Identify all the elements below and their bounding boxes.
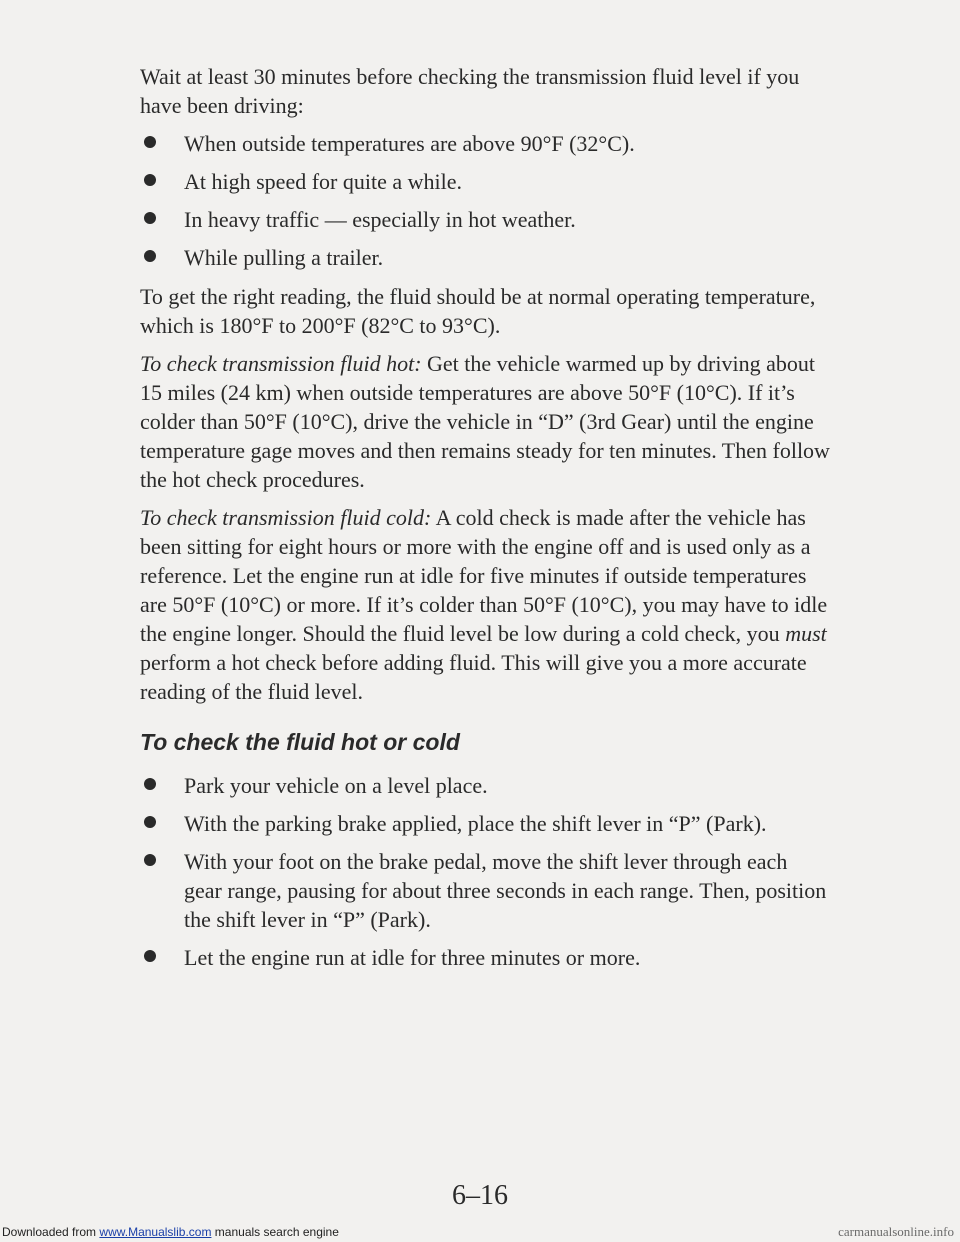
watermark: carmanualsonline.info [838,1224,954,1239]
bullet-icon [144,174,156,186]
bullet-icon [144,212,156,224]
cold-check-text-continued: perform a hot check before adding fluid. This will give you a more accurate reading of the fluid level. [140,650,807,704]
bullet-icon [144,778,156,790]
section-heading: To check the fluid hot or cold [140,729,460,755]
bullet-icon [144,816,156,828]
bullet-icon [144,250,156,262]
list-item: Park your vehicle on a level place. [140,771,830,800]
steps-list [140,771,830,972]
cold-check-lead: To check transmission fluid cold: [140,505,432,530]
hot-check-paragraph [140,349,830,494]
cold-check-text: A cold check is made after the vehicle has been sitting for eight hours or more with the engine off and is used only as a reference. Let the engine run at idle for five minutes if outside temperatures are 50°F (10°C) or more. If it’s colder than 50°F (10°C), you may have to idle the engine longer. Should the fluid level be low during a cold check, you [140,505,828,646]
conditions-list [140,129,830,272]
list-item: With your foot on the brake pedal, move the shift lever through each gear range, pausing for about three seconds in each range. Then, position the shift lever in “P” (Park). [140,847,830,934]
footer [0,1224,960,1242]
hot-check-text: Get the vehicle warmed up by driving about 15 miles (24 km) when outside temperatures are above 50°F (10°C). If it’s colder than 50°F (10°C), drive the vehicle in “D” (3rd Gear) until the engine temperature gage moves and then remains steady for ten minutes. Then follow the hot check procedures. [140,351,830,492]
cold-check-paragraph [140,503,830,706]
list-item: Let the engine run at idle for three minutes or more. [140,943,830,972]
bullet-icon [144,136,156,148]
cold-check-emphasis: must [785,621,827,646]
bullet-icon [144,950,156,962]
list-item: In heavy traffic — especially in hot weather. [140,205,830,234]
page-number: 6–16 [452,1180,508,1211]
list-item: At high speed for quite a while. [140,167,830,196]
list-item: When outside temperatures are above 90°F (32°C). [140,129,830,158]
manualslib-link[interactable]: www.Manualslib.com [99,1225,212,1239]
list-item: With the parking brake applied, place the shift lever in “P” (Park). [140,809,830,838]
reading-paragraph: To get the right reading, the fluid should be at normal operating temperature, which is 180°F to 200°F (82°C to 93°C). [140,284,816,338]
page-content [140,62,830,982]
hot-check-lead: To check transmission fluid hot: [140,351,422,376]
download-notice: Downloaded from www.Manualslib.com manuals search engine [2,1225,339,1239]
list-item: While pulling a trailer. [140,243,830,272]
bullet-icon [144,854,156,866]
intro-paragraph: Wait at least 30 minutes before checking the transmission fluid level if you have been driving: [140,64,800,118]
